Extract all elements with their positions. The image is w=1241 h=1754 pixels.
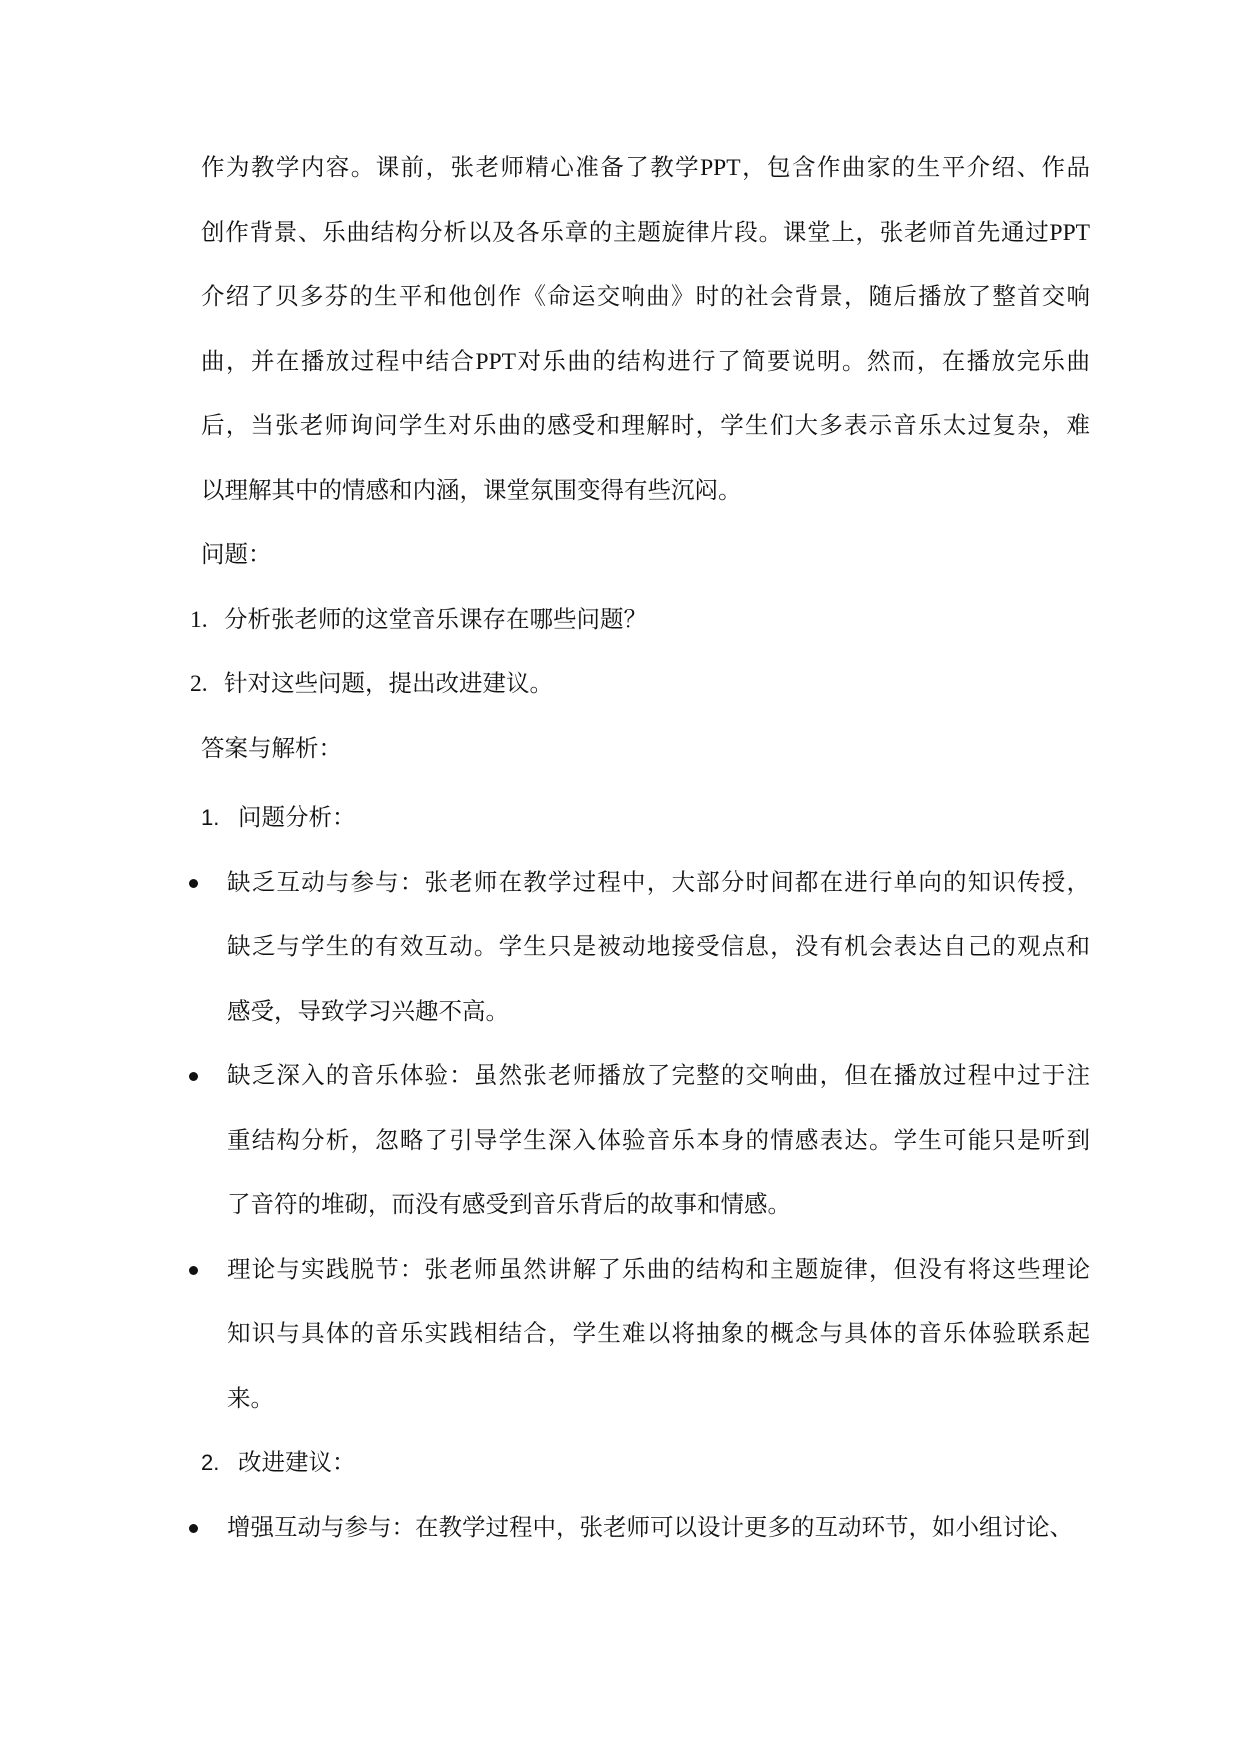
bullet-line: 重结构分析，忽略了引导学生深入体验音乐本身的情感表达。学生可能只是听到 bbox=[227, 1127, 1090, 1154]
questions-heading-text: 问题： bbox=[201, 542, 272, 568]
question-item bbox=[190, 652, 1090, 717]
bullet-item bbox=[227, 1044, 1090, 1238]
section-heading bbox=[201, 786, 1090, 851]
questions-heading bbox=[201, 523, 1090, 588]
bullet-line: 缺乏与学生的有效互动。学生只是被动地接受信息，没有机会表达自己的观点和 bbox=[227, 934, 1090, 960]
question-number: 1. bbox=[190, 606, 208, 633]
bullet-item bbox=[227, 1238, 1090, 1432]
intro-line: 创作背景、乐曲结构分析以及各乐章的主题旋律片段。课堂上，张老师首先通过PPT bbox=[201, 219, 1090, 246]
bullet-line: 增强互动与参与：在教学过程中，张老师可以设计更多的互动环节，如小组讨论、 bbox=[227, 1514, 1073, 1541]
section-number: 1. bbox=[201, 805, 220, 830]
question-text: 针对这些问题，提出改进建议。 bbox=[224, 671, 553, 697]
question-number: 2. bbox=[190, 671, 208, 697]
intro-line: 作为教学内容。课前，张老师精心准备了教学PPT，包含作曲家的生平介绍、作品 bbox=[201, 155, 1090, 181]
bullet-line: 缺乏深入的音乐体验：虽然张老师播放了完整的交响曲，但在播放过程中过于注 bbox=[227, 1063, 1090, 1089]
bullet-line: 感受，导致学习兴趣不高。 bbox=[227, 998, 509, 1025]
section-number: 2. bbox=[201, 1450, 220, 1475]
bullet-line: 理论与实践脱节：张老师虽然讲解了乐曲的结构和主题旋律，但没有将这些理论 bbox=[227, 1256, 1090, 1283]
section-heading bbox=[201, 1431, 1090, 1496]
question-text: 分析张老师的这堂音乐课存在哪些问题？ bbox=[224, 606, 647, 633]
section-title: 改进建议： bbox=[238, 1450, 356, 1476]
question-item bbox=[190, 588, 1090, 653]
answer-heading bbox=[201, 717, 1090, 782]
bullet-icon bbox=[189, 1524, 198, 1533]
intro-line: 以理解其中的情感和内涵，课堂氛围变得有些沉闷。 bbox=[201, 477, 742, 504]
section-title: 问题分析： bbox=[238, 805, 356, 831]
bullet-icon bbox=[189, 879, 198, 888]
bullet-line: 了音符的堆砌，而没有感受到音乐背后的故事和情感。 bbox=[227, 1192, 791, 1218]
bullet-icon bbox=[189, 1266, 198, 1275]
bullet-icon bbox=[189, 1072, 198, 1081]
intro-paragraph bbox=[201, 136, 1090, 523]
intro-line: 后，当张老师询问学生对乐曲的感受和理解时，学生们大多表示音乐太过复杂，难 bbox=[201, 413, 1090, 439]
bullet-item bbox=[227, 851, 1090, 1045]
bullet-item bbox=[227, 1496, 1090, 1561]
intro-line: 曲，并在播放过程中结合PPT对乐曲的结构进行了简要说明。然而，在播放完乐曲 bbox=[201, 348, 1090, 375]
intro-line: 介绍了贝多芬的生平和他创作《命运交响曲》时的社会背景，随后播放了整首交响 bbox=[201, 284, 1090, 310]
answer-heading-text: 答案与解析： bbox=[201, 735, 342, 762]
bullet-line: 缺乏互动与参与：张老师在教学过程中，大部分时间都在进行单向的知识传授， bbox=[227, 869, 1090, 896]
bullet-line: 知识与具体的音乐实践相结合，学生难以将抽象的概念与具体的音乐体验联系起 bbox=[227, 1321, 1090, 1347]
bullet-line: 来。 bbox=[227, 1385, 274, 1412]
